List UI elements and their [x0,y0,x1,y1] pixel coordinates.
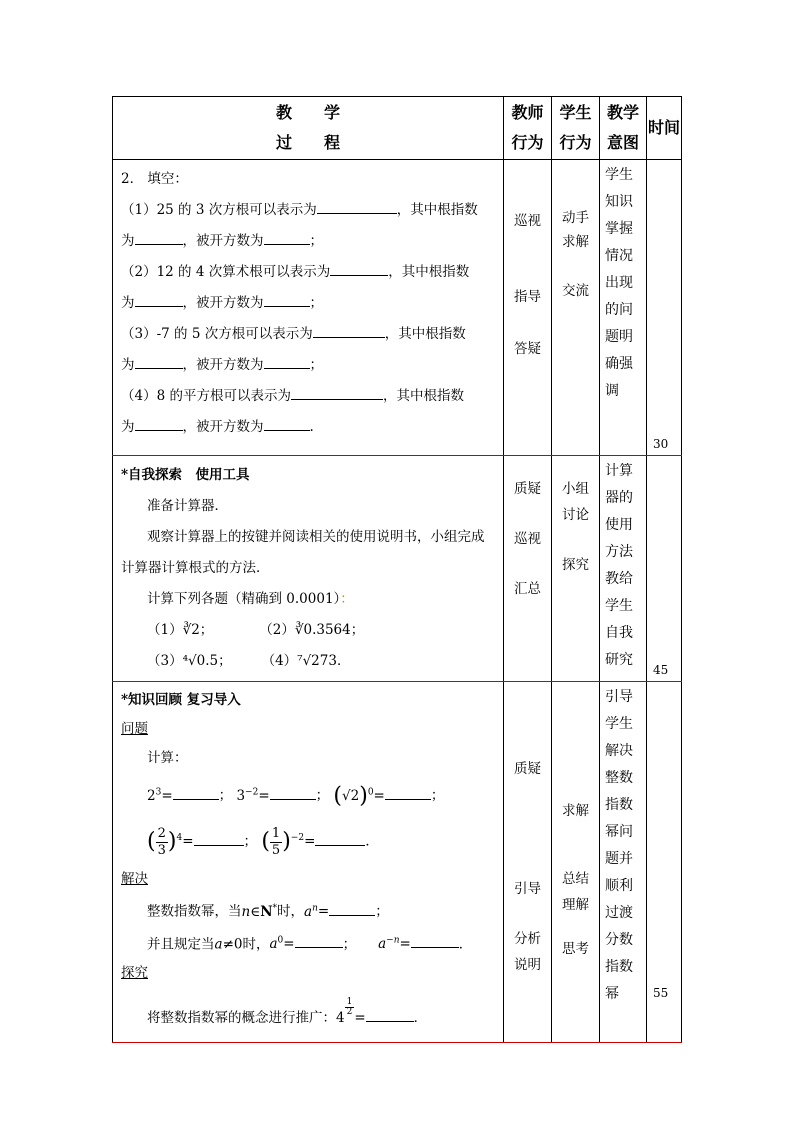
row2-line1: 准备计算器． [147,498,228,514]
expr1-label: （1） [147,622,183,638]
row1-process [113,160,504,456]
row3-teacher-2: 引导 [514,881,541,897]
blank [315,835,365,846]
row2-content [113,456,503,681]
blank [264,296,310,307]
row3-time [647,682,682,1043]
row3-teacher [504,682,552,1043]
q2-end: ； [309,295,323,311]
row1-student-2: 求解 [562,234,589,250]
q1-radicand: ，被开方数为 [182,233,264,249]
q3-end: ； [309,357,323,373]
row3-calc: 计算： [147,750,188,766]
header-process-line1: 教 学 [275,103,340,122]
blank [411,937,459,948]
expr4-label: （4） [261,653,298,669]
row3-def-text: 并且规定当 [147,936,215,952]
row2-student [552,456,600,682]
row3-def-text2: 时， [242,936,270,952]
blank [264,358,310,369]
expr-2-cubed: $2^3=$ [147,787,173,804]
row3-teacher-4: 说明 [514,957,541,973]
q3-line2 [121,350,495,381]
row3-extend: 将整数指数幂的概念进行推广：4 $^{\frac{1}{2}}$ = ． [147,997,428,1026]
expr4: ⁷√273 [297,653,337,669]
row1-student [552,160,600,456]
q4-radicand: ，被开方数为 [182,419,264,435]
row3-process [113,682,504,1043]
row3-teacher-3: 分析 [514,931,541,947]
row2-intent: 计算器的使用方法教给学生自我研究 [600,456,647,682]
row2-student-2: 讨论 [562,507,589,523]
row2-teacher-1: 质疑 [514,481,541,497]
row2-colon: ： [340,591,354,607]
frac-2-3: $\frac{2}{3}$ [157,825,166,858]
blank [264,420,310,431]
row2-exprs-b: （3）⁴√0.5； （4）⁷√273． [147,653,351,669]
frac-1-5: $\frac{1}{5}$ [271,825,281,858]
row-review [113,682,682,1043]
q3-radicand: ，被开方数为 [182,357,264,373]
q4-wei: 为 [121,419,135,435]
lesson-plan-table [112,96,682,1043]
q4-end: . [309,419,314,435]
row3-student [552,682,600,1043]
header-process-line2: 过 程 [275,133,340,152]
blank [385,789,431,800]
row1-time [647,160,682,456]
expr3: ⁴√0.5 [182,653,219,669]
header-intent: 教学意图 [600,97,647,160]
row3-explore: 探究 [121,965,148,981]
header-time: 时间 [647,97,682,160]
row1-student-3: 交流 [562,283,589,299]
row3-teacher-1: 质疑 [514,761,541,777]
expr2: ∛0.3564 [294,622,351,638]
q1-text2: ，其中根指数 [396,202,478,218]
q4-line [121,381,495,412]
row2-teacher-2: 巡视 [514,531,541,547]
header-process [113,97,504,160]
blank [270,789,316,800]
row3-content [113,682,503,1042]
row2-title: *自我探索 使用工具 [121,467,250,483]
q2-radicand: ，被开方数为 [182,295,264,311]
row-self-explore [113,456,682,682]
blank [135,420,183,431]
row1-teacher-2: 指导 [514,289,541,305]
q4-line2 [121,412,495,443]
row3-int-text: 整数指数幂，当 [147,903,242,920]
q1-line2 [121,226,495,257]
row2-student-3: 探究 [562,557,589,573]
blank [135,234,183,245]
expr-sqrt2-0: $(√2)^0=$ [333,783,385,808]
row2-line2: 观察计算器上的按键并阅读相关的使用说明书，小组完成 [147,529,485,545]
q1-line [121,195,495,226]
q1-wei: 为 [121,233,135,249]
row1-teacher-3: 答疑 [514,341,541,357]
row3-expr-line1: $2^3=$ ； $3^{-2}=$ ； $(√2)^0=$ ； [147,783,445,808]
q4-text: （4）8 的平方根可以表示为 [121,388,291,404]
row2-line4-text: 计算下列各题（精确到 0.0001） [147,591,341,607]
row3-expr-line2: ( $\frac{2}{3}$ )$^4$= ； ( $\frac{1}{5}$ )$^{-2}$= ． [147,825,379,858]
header-student: 学生行为 [552,97,600,160]
row1-heading [121,164,495,195]
row3-student-1: 求解 [562,803,589,819]
row1-intent: 学生知识掌握情况出现的问题明确强调 [600,160,647,456]
row3-student-2: 总结 [562,871,589,887]
expr2-label: （2） [259,622,295,638]
header-row [113,97,682,160]
row2-student-1: 小组 [562,481,589,497]
expr3-label: （3） [147,653,183,669]
row1-content [113,160,503,447]
row2-time-value: 45 [653,663,669,677]
blank [295,937,343,948]
paren: ( [261,829,270,854]
blank [291,389,383,400]
q3-text: （3）-7 的 5 次方根可以表示为 [121,326,313,342]
paren: ( [147,829,156,854]
blank [366,1011,414,1022]
row1-heading-text: 2． 填空： [121,171,188,187]
blank [264,234,310,245]
row1-teacher [504,160,552,456]
row3-int-text2: 时， [277,903,305,920]
blank [173,789,219,800]
blank [194,835,244,846]
header-teacher: 教师行为 [504,97,552,160]
blank [135,358,183,369]
blank [329,905,375,916]
q3-text2: ，其中根指数 [384,326,466,342]
q4-text2: ，其中根指数 [382,388,464,404]
q1-end: ； [309,233,323,249]
q2-text2: ，其中根指数 [388,264,470,280]
row3-solve: 解决 [121,871,148,887]
q2-wei: 为 [121,295,135,311]
row1-student-1: 动手 [562,210,589,226]
q1-text: （1）25 的 3 次方根可以表示为 [121,202,317,218]
row2-exprs-a: （1）∛2； （2）∛0.3564； [147,622,365,638]
expr-3-neg2: $3^{-2}=$ [236,787,270,804]
row3-student-3: 理解 [562,897,589,913]
expr1: ∛2 [182,622,200,638]
blank [135,296,183,307]
row1-teacher-1: 巡视 [514,213,541,229]
row3-problem: 问题 [121,721,148,737]
row3-title: *知识回顾 复习导入 [121,692,241,708]
row3-int-power: 整数指数幂，当n∈N*时，$a^n=$ ； [147,903,389,920]
blank [330,265,388,276]
q2-line2 [121,288,495,319]
blank [317,203,397,214]
q2-line [121,257,495,288]
q3-line [121,319,495,350]
row3-time-value: 55 [653,986,669,1000]
row3-student-4: 思考 [562,941,589,957]
row2-teacher [504,456,552,682]
row3-ext-text: 将整数指数幂的概念进行推广： [147,1010,336,1026]
q3-wei: 为 [121,357,135,373]
paren: ) [282,829,291,854]
row2-teacher-3: 汇总 [514,581,541,597]
row3-def: 并且规定当a≠0时，$a^0=$ ； $a^{-n}=$ ． [147,935,473,952]
paren: ) [167,829,177,854]
row3-intent: 引导学生解决整数指数幂问题并顺利过渡分数指数幂 [600,682,647,1043]
row2-time [647,456,682,682]
blank [313,327,385,338]
q2-text: （2）12 的 4 次算术根可以表示为 [121,264,331,280]
row-fill-blank [113,160,682,456]
row1-time-value: 30 [653,437,669,451]
row2-process [113,456,504,682]
row2-line4 [121,584,495,615]
row2-line3: 计算器计算根式的方法． [121,560,270,576]
